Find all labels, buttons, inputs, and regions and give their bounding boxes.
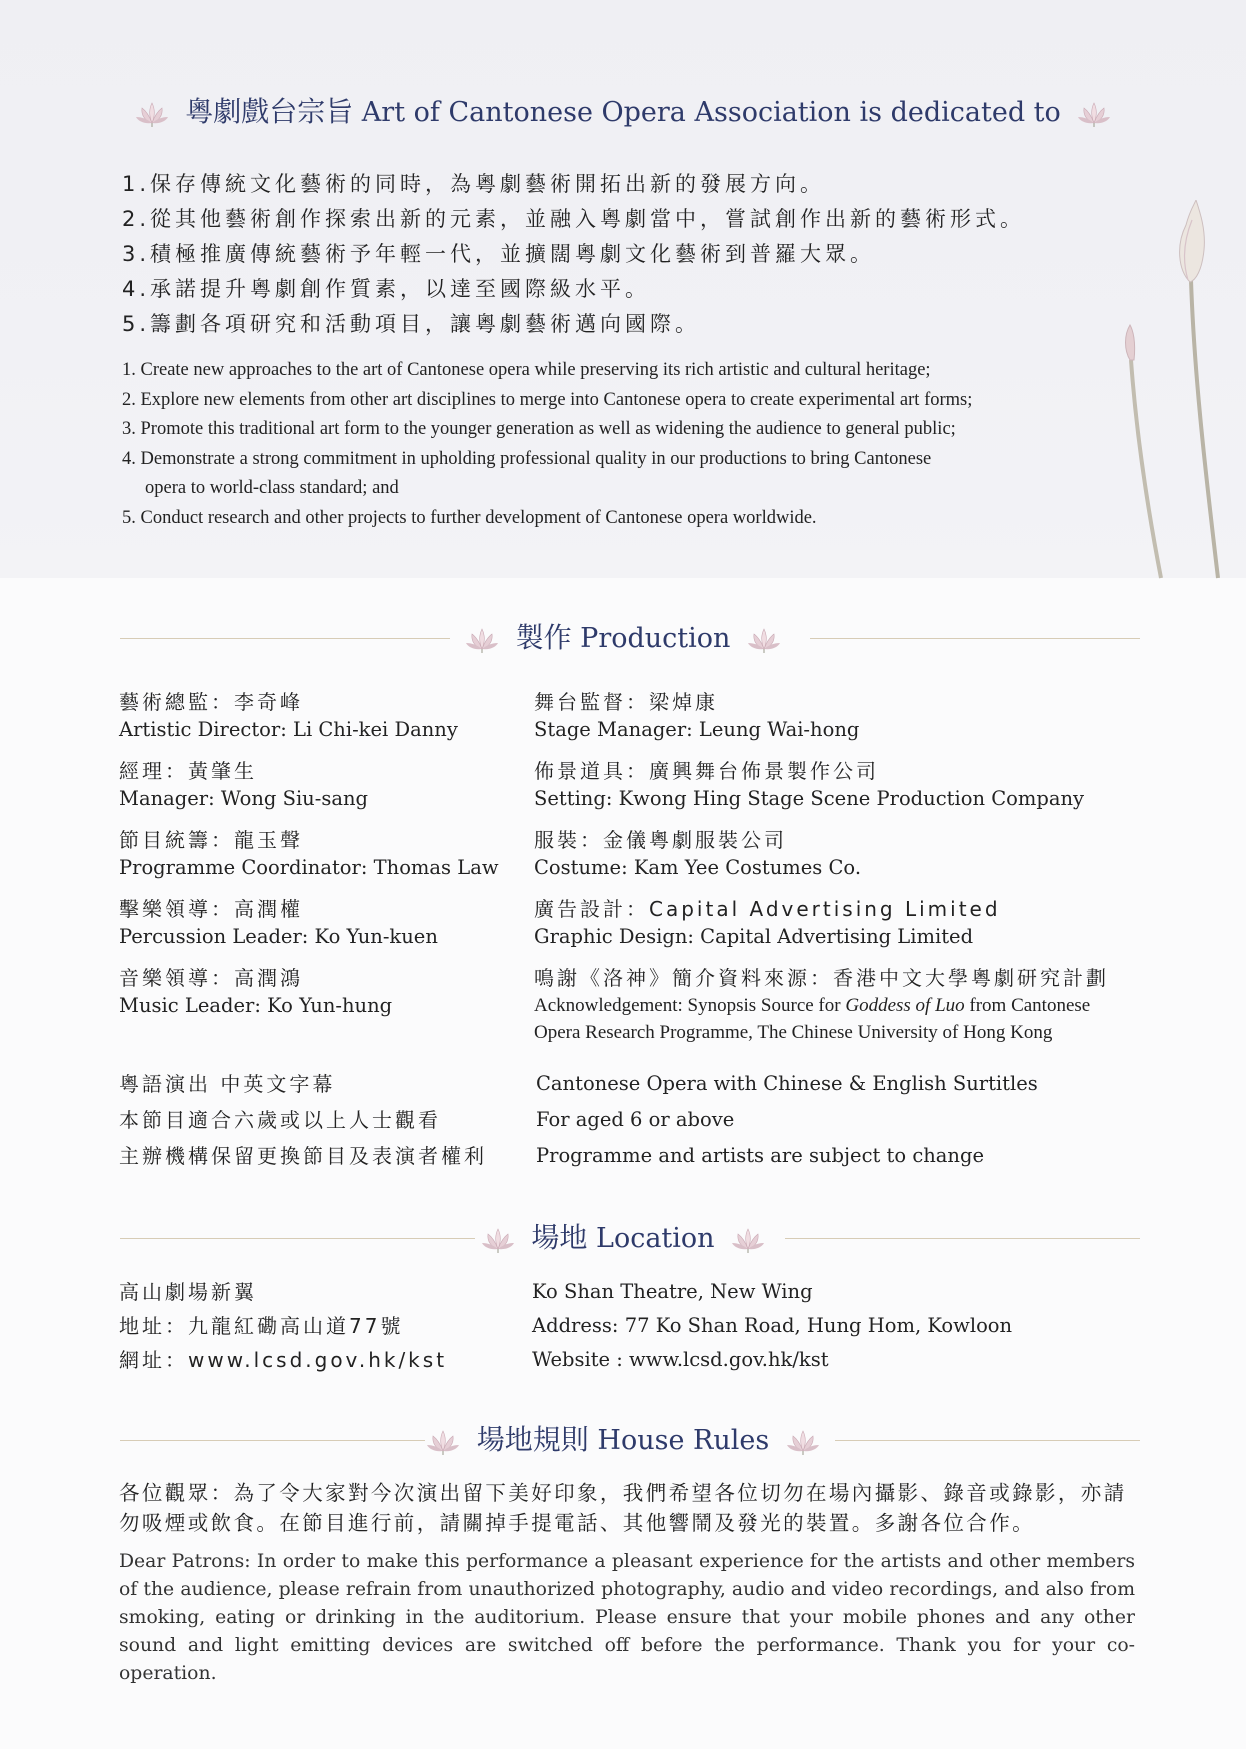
credit-en: Costume: Kam Yee Costumes Co. bbox=[534, 856, 862, 879]
credit-en: Manager: Wong Siu-sang bbox=[119, 787, 369, 810]
mission-title-zh: 粵劇戲台宗旨 bbox=[185, 95, 354, 128]
ack-prefix: Acknowledgement: Synopsis Source for bbox=[534, 995, 846, 1016]
mission-item-en: 2. Explore new elements from other art disciplines to merge into Cantonese opera to create experimental art forms; bbox=[122, 389, 973, 410]
credit-en: Music Leader: Ko Yun-hung bbox=[119, 994, 393, 1017]
credit-programme-coordinator bbox=[119, 827, 499, 881]
credit-en: Artistic Director: Li Chi-kei Danny bbox=[119, 718, 458, 741]
lotus-icon bbox=[481, 1227, 515, 1253]
note-line: Programme and artists are subject to change bbox=[536, 1144, 985, 1167]
notes-en bbox=[536, 1066, 1038, 1174]
credit-en: Opera Research Programme, The Chinese University of Hong Kong bbox=[534, 1022, 1053, 1043]
credit-zh: 鳴謝《洛神》簡介資料來源：香港中文大學粵劇研究計劃 bbox=[534, 966, 1109, 990]
credit-graphic-design bbox=[534, 896, 1001, 950]
mission-list-zh bbox=[122, 167, 1122, 342]
note-line: 粵語演出 中英文字幕 bbox=[119, 1072, 336, 1096]
mission-item-zh: 2.從其他藝術創作探索出新的元素，並融入粵劇當中，嘗試創作出新的藝術形式。 bbox=[122, 207, 1026, 231]
mission-list-en bbox=[122, 356, 1112, 533]
ack-title: Goddess of Luo bbox=[845, 995, 965, 1016]
venue-website: Website : www.lcsd.gov.hk/kst bbox=[532, 1348, 829, 1371]
location-title-en: Location bbox=[596, 1223, 715, 1254]
credit-zh: 音樂領導：高潤鴻 bbox=[119, 966, 303, 990]
venue-address: 地址：九龍紅磡高山道77號 bbox=[119, 1314, 404, 1338]
mission-item-en: 4. Demonstrate a strong commitment in upholding professional quality in our productions to bring Cantonese bbox=[122, 448, 932, 469]
credit-artistic-director bbox=[119, 689, 458, 743]
mission-item-en: 1. Create new approaches to the art of Cantonese opera while preserving its rich artistic and cultural heritage; bbox=[122, 360, 931, 380]
lotus-icon bbox=[465, 627, 499, 653]
note-line: 本節目適合六歲或以上人士觀看 bbox=[119, 1108, 441, 1132]
credit-stage-manager bbox=[534, 689, 859, 743]
mission-item-zh: 3.積極推廣傳統藝術予年輕一代，並擴闊粵劇文化藝術到普羅大眾。 bbox=[122, 242, 876, 266]
credit-music-leader bbox=[119, 965, 392, 1019]
house-rules-en: Dear Patrons: In order to make this performance a pleasant experience for the artists and other members of the audience, please refrain from unauthorized photography, audio and video recordings, and also from smoking, eating or drinking in the auditorium. Please ensure that your mobile phones and any other sound and light emitting devices are switched off before the performance. Thank you for your co-operation. bbox=[119, 1551, 1135, 1684]
house-rules-title-zh: 場地規則 bbox=[476, 1423, 589, 1456]
location-header bbox=[0, 1218, 1246, 1258]
credit-setting bbox=[534, 758, 1084, 812]
mission-title-en: Art of Cantonese Opera Association is dedicated to bbox=[361, 97, 1061, 128]
venue-website: 網址：www.lcsd.gov.hk/kst bbox=[119, 1348, 448, 1372]
lotus-icon bbox=[747, 627, 781, 653]
lotus-icon bbox=[731, 1227, 765, 1253]
venue-name: Ko Shan Theatre, New Wing bbox=[532, 1280, 813, 1303]
notes-zh bbox=[119, 1066, 487, 1174]
location-en bbox=[532, 1275, 1012, 1377]
mission-item-en: 3. Promote this traditional art form to the younger generation as well as widening the audience to general public; bbox=[122, 419, 956, 439]
credit-percussion-leader bbox=[119, 896, 438, 950]
credit-en: Programme Coordinator: Thomas Law bbox=[119, 856, 499, 879]
credit-costume bbox=[534, 827, 861, 881]
production-title-en: Production bbox=[580, 623, 731, 654]
credit-acknowledgement bbox=[534, 965, 1109, 1046]
mission-item-en: opera to world-class standard; and bbox=[145, 478, 399, 498]
credit-zh: 經理：黃肇生 bbox=[119, 759, 257, 783]
credit-en: Setting: Kwong Hing Stage Scene Production Company bbox=[534, 787, 1085, 810]
note-line: Cantonese Opera with Chinese & English Surtitles bbox=[536, 1072, 1038, 1095]
credit-zh: 舞台監督：梁焯康 bbox=[534, 690, 718, 714]
venue-address: Address: 77 Ko Shan Road, Hung Hom, Kowloon bbox=[532, 1314, 1013, 1337]
production-title-zh: 製作 bbox=[515, 621, 572, 654]
credit-zh: 擊樂領導：高潤權 bbox=[119, 897, 303, 921]
house-rules-zh: 各位觀眾：為了令大家對今次演出留下美好印象，我們希望各位切勿在場內攝影、錄音或錄影，亦請勿吸煙或飲食。在節目進行前，請關掉手提電話、其他響鬧及發光的裝置。多謝各位合作。 bbox=[119, 1481, 1127, 1535]
note-line: For aged 6 or above bbox=[536, 1108, 735, 1131]
mission-item-zh: 5.籌劃各項研究和活動項目，讓粵劇藝術邁向國際。 bbox=[122, 312, 701, 336]
credit-zh: 藝術總監：李奇峰 bbox=[119, 690, 303, 714]
mission-item-zh: 4.承諾提升粵劇創作質素，以達至國際級水平。 bbox=[122, 277, 651, 301]
credit-manager bbox=[119, 758, 368, 812]
mission-title bbox=[0, 90, 1246, 130]
credit-en: Stage Manager: Leung Wai-hong bbox=[534, 718, 860, 741]
credit-zh: 佈景道具：廣興舞台佈景製作公司 bbox=[534, 759, 879, 783]
location-zh bbox=[119, 1275, 447, 1377]
lotus-stems-illustration bbox=[1116, 200, 1246, 580]
credit-en: Graphic Design: Capital Advertising Limited bbox=[534, 925, 974, 948]
lotus-icon bbox=[1077, 101, 1111, 127]
mission-item-en: 5. Conduct research and other projects to further development of Cantonese opera worldwide. bbox=[122, 507, 817, 528]
venue-name: 高山劇場新翼 bbox=[119, 1280, 257, 1304]
credit-en: Percussion Leader: Ko Yun-kuen bbox=[119, 925, 438, 948]
lotus-icon bbox=[426, 1429, 460, 1455]
location-title-zh: 場地 bbox=[531, 1221, 588, 1254]
note-line: 主辦機構保留更換節目及表演者權利 bbox=[119, 1144, 487, 1168]
mission-item-zh: 1.保存傳統文化藝術的同時，為粵劇藝術開拓出新的發展方向。 bbox=[122, 172, 826, 196]
ack-suffix: from Cantonese bbox=[964, 995, 1091, 1016]
credit-zh: 服裝：金儀粵劇服裝公司 bbox=[534, 828, 787, 852]
house-rules-title-en: House Rules bbox=[597, 1425, 770, 1456]
credit-zh: 廣告設計：Capital Advertising Limited bbox=[534, 897, 1001, 921]
house-rules-header bbox=[0, 1420, 1246, 1460]
lotus-icon bbox=[786, 1429, 820, 1455]
credit-en bbox=[534, 992, 1109, 1019]
credit-zh: 節目統籌：龍玉聲 bbox=[119, 828, 303, 852]
lotus-icon bbox=[135, 101, 169, 127]
production-header bbox=[0, 618, 1246, 658]
mission-panel bbox=[0, 0, 1246, 578]
